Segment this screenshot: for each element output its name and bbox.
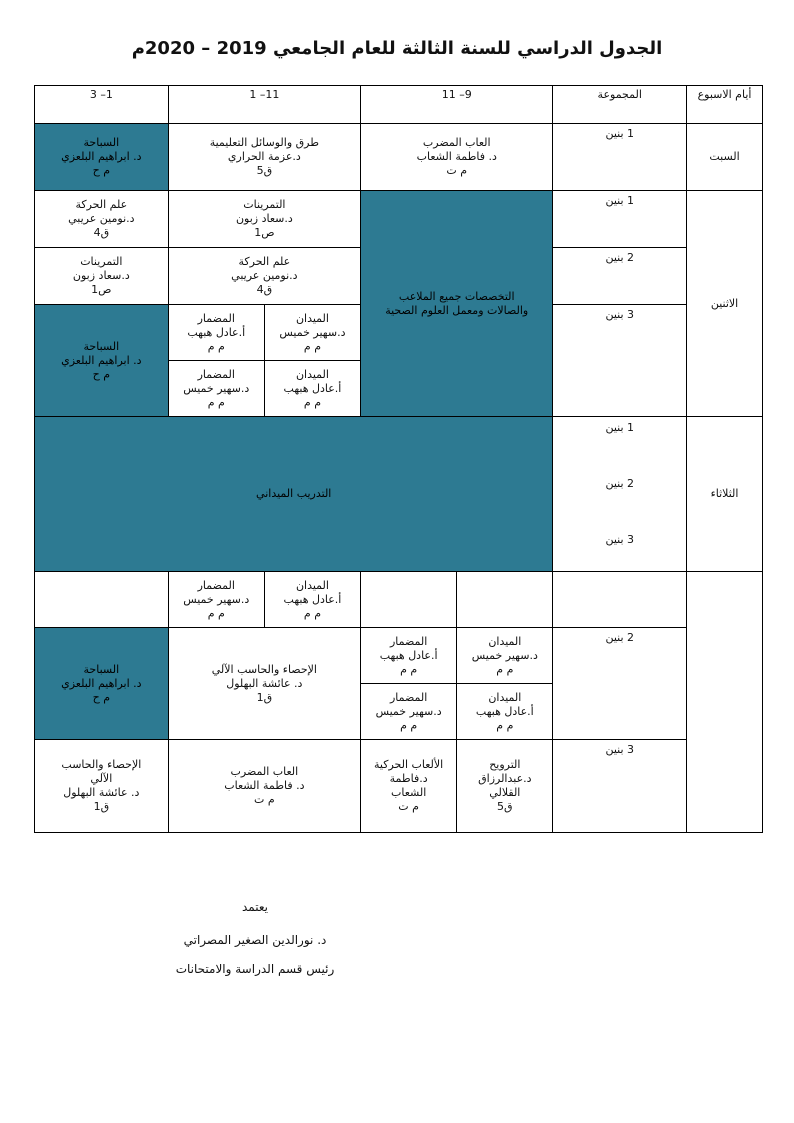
class-cell: الميدان أ.عادل هبهب م م — [264, 572, 360, 628]
class-cell: الميدان د.سهير خميس م م — [264, 305, 360, 361]
group-cell: 2 بنين — [553, 628, 687, 740]
header-slot-9-11: 9– 11 — [361, 86, 553, 124]
class-cell: العاب المضرب د. فاطمة الشعاب م ت — [361, 124, 553, 191]
class-cell: الميدان أ.عادل هبهب م م — [457, 684, 553, 740]
class-cell-highlighted: السباحة د. ابراهيم البلعزي م ح — [35, 305, 169, 417]
class-cell-highlighted: السباحة د. ابراهيم البلعزي م ح — [35, 124, 169, 191]
approver-role: رئيس قسم الدراسة والامتحانات — [175, 962, 335, 976]
class-cell: الإحصاء والحاسب الآلي د. عائشة البهلول ق1 — [35, 740, 169, 833]
table-row — [35, 191, 763, 248]
group-cell-empty — [553, 572, 687, 628]
class-cell-highlighted: السباحة د. ابراهيم البلعزي م ح — [35, 628, 169, 740]
class-cell: علم الحركة د.نومين عريبي ق4 — [35, 191, 169, 248]
table-row — [35, 417, 763, 572]
header-group: المجموعة — [553, 86, 687, 124]
day-monday: الاثنين — [687, 191, 763, 417]
header-slot-1-3: 1– 3 — [35, 86, 169, 124]
specializations-cell: التخصصات جميع الملاعب والصالات ومعمل العلوم الصحية — [361, 191, 553, 417]
class-cell: الترويح د.عبدالرزاق القلالي ق5 — [457, 740, 553, 833]
empty-cell — [361, 572, 457, 628]
class-cell: علم الحركة د.نومين عريبي ق4 — [168, 248, 360, 305]
class-cell: المضمار أ.عادل هبهب م م — [168, 305, 264, 361]
class-cell: المضمار د.سهير خميس م م — [168, 572, 264, 628]
class-cell: التمرينات د.سعاد زبون ص1 — [168, 191, 360, 248]
empty-cell — [457, 572, 553, 628]
day-tuesday: الثلاثاء — [687, 417, 763, 572]
page-title: الجدول الدراسي للسنة الثالثة للعام الجامعي 2019 – 2020م — [131, 38, 663, 59]
group-cell: 1 بنين — [553, 191, 687, 248]
empty-cell — [35, 572, 169, 628]
class-cell: الألعاب الحركية د.فاطمة الشعاب م ت — [361, 740, 457, 833]
class-cell: التمرينات د.سعاد زبون ص1 — [35, 248, 169, 305]
class-cell: الميدان د.سهير خميس م م — [457, 628, 553, 684]
class-cell: المضمار أ.عادل هبهب م م — [361, 628, 457, 684]
table-row — [35, 572, 763, 628]
group-cell: 2 بنين — [553, 248, 687, 305]
table-row — [35, 628, 763, 684]
day-saturday: السبت — [687, 124, 763, 191]
group-cell: 1 بنين 2 بنين 3 بنين — [553, 417, 687, 572]
class-cell: المضمار د.سهير خميس م م — [361, 684, 457, 740]
header-row — [35, 86, 763, 124]
class-cell: الإحصاء والحاسب الآلي د. عائشة البهلول ق1 — [168, 628, 360, 740]
group-cell: 3 بنين — [553, 305, 687, 417]
group-cell: 3 بنين — [553, 740, 687, 833]
field-training-cell: التدريب الميداني — [35, 417, 553, 572]
class-cell: طرق والوسائل التعليمية د.عزمة الحراري ق5 — [168, 124, 360, 191]
class-cell: الميدان أ.عادل هبهب م م — [264, 361, 360, 417]
class-cell: المضمار د.سهير خميس م م — [168, 361, 264, 417]
approval-label: يعتمد — [242, 900, 268, 914]
header-slot-11-1: 11– 1 — [168, 86, 360, 124]
header-days: أيام الاسبوع — [687, 86, 763, 124]
approver-name: د. نورالدين الصغير المصراتي — [183, 933, 327, 947]
schedule-table — [34, 85, 763, 833]
group-cell: 1 بنين — [553, 124, 687, 191]
table-row — [35, 124, 763, 191]
table-row — [35, 740, 763, 833]
day-cell-empty — [687, 572, 763, 833]
class-cell: العاب المضرب د. فاطمة الشعاب م ت — [168, 740, 360, 833]
